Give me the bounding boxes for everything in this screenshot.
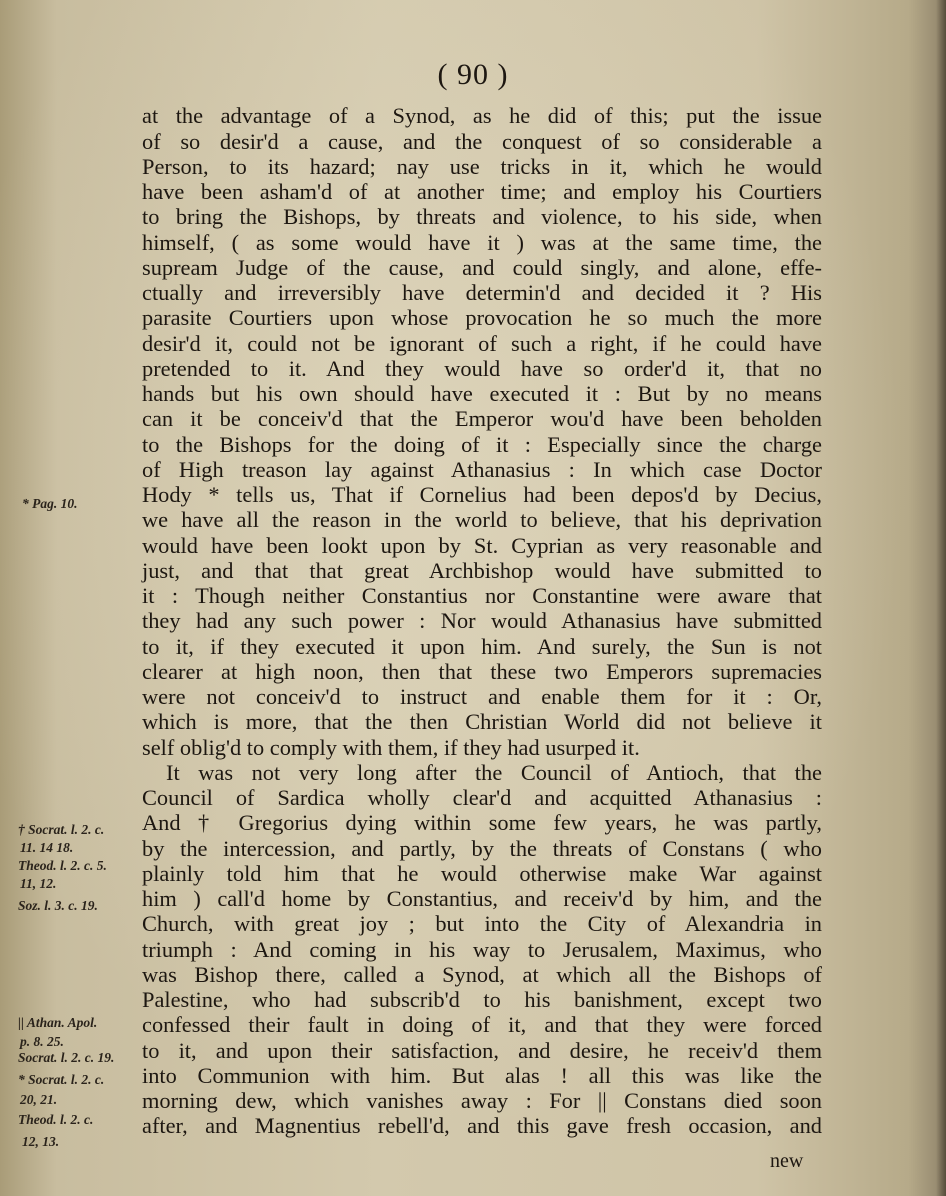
text-line: Council of Sardica wholly clear'd and acquitted Athanasius : xyxy=(142,785,822,810)
text-line: plainly told him that he would otherwise make War against xyxy=(142,861,822,886)
marginal-note: Theod. l. 2. c. xyxy=(18,1112,94,1127)
text-line: would have been lookt upon by St. Cyprian as very reasonable and xyxy=(142,533,822,558)
page-number: ( 90 ) xyxy=(437,58,509,91)
text-line: it : Though neither Constantius nor Constantine were aware that xyxy=(142,583,822,608)
text-line: Church, with great joy ; but into the City of Alexandria in xyxy=(142,911,822,936)
marginal-note: 11, 12. xyxy=(20,876,57,891)
text-line: parasite Courtiers upon whose provocation he so much the more xyxy=(142,305,822,330)
text-line: self oblig'd to comply with them, if they had usurped it. xyxy=(142,735,640,760)
text-line: And † Gregorius dying within some few years, he was partly, xyxy=(142,810,822,835)
text-line: supream Judge of the cause, and could singly, and alone, effe- xyxy=(142,255,822,280)
text-line: triumph : And coming in his way to Jerusalem, Maximus, who xyxy=(142,937,822,962)
text-line: him ) call'd home by Constantius, and receiv'd by him, and the xyxy=(142,886,822,911)
marginal-note: 11. 14 18. xyxy=(20,840,74,855)
marginal-note: Soz. l. 3. c. 19. xyxy=(18,898,98,913)
text-line: which is more, that the then Christian World did not believe it xyxy=(142,709,822,734)
text-line: to it, and upon their satisfaction, and desire, he receiv'd them xyxy=(142,1038,822,1063)
marginal-note: 20, 21. xyxy=(20,1092,58,1107)
text-line: of so desir'd a cause, and the conquest of so considerable a xyxy=(142,129,822,154)
text-line: at the advantage of a Synod, as he did of this; put the issue xyxy=(142,103,822,128)
marginal-note: * Pag. 10. xyxy=(22,496,78,511)
text-line: after, and Magnentius rebell'd, and this gave fresh occasion, and xyxy=(142,1113,822,1138)
text-line: ctually and irreversibly have determin'd and decided it ? His xyxy=(142,280,822,305)
text-line: into Communion with him. But alas ! all this was like the xyxy=(142,1063,822,1088)
text-line: Hody * tells us, That if Cornelius had been depos'd by Decius, xyxy=(142,482,822,507)
marginal-note: || Athan. Apol. xyxy=(18,1015,98,1030)
text-line: confessed their fault in doing of it, and that they were forced xyxy=(142,1012,822,1037)
text-line: by the intercession, and partly, by the threats of Constans ( who xyxy=(142,836,822,861)
text-line: morning dew, which vanishes away : For || Constans died soon xyxy=(142,1088,822,1113)
text-line: were not conceiv'd to instruct and enable them for it : Or, xyxy=(142,684,822,709)
marginal-note: Theod. l. 2. c. 5. xyxy=(18,858,107,873)
text-line: can it be conceiv'd that the Emperor wou'd have been beholden xyxy=(142,406,822,431)
text-line: they had any such power : Nor would Athanasius have submitted xyxy=(142,608,822,633)
marginal-note: † Socrat. l. 2. c. xyxy=(18,822,105,837)
text-line: have been asham'd of at another time; and employ his Courtiers xyxy=(142,179,822,204)
text-line: Palestine, who had subscrib'd to his banishment, except two xyxy=(142,987,822,1012)
text-line: of High treason lay against Athanasius : In which case Doctor xyxy=(142,457,822,482)
catchword: new xyxy=(770,1150,804,1172)
text-line: hands but his own should have executed it : But by no means xyxy=(142,381,822,406)
marginal-note: 12, 13. xyxy=(22,1134,60,1149)
text-line: It was not very long after the Council of Antioch, that the xyxy=(166,760,822,785)
text-line: clearer at high noon, then that these two Emperors supremacies xyxy=(142,659,822,684)
text-line: desir'd it, could not be ignorant of such a right, if he could have xyxy=(142,331,822,356)
marginal-note: Socrat. l. 2. c. 19. xyxy=(18,1050,115,1065)
text-line: to the Bishops for the doing of it : Especially since the charge xyxy=(142,432,822,457)
text-line: Person, to its hazard; nay use tricks in it, which he would xyxy=(142,154,822,179)
text-line: to bring the Bishops, by threats and violence, to his side, when xyxy=(142,204,822,229)
text-line: was Bishop there, called a Synod, at which all the Bishops of xyxy=(142,962,822,987)
text-line: to it, if they executed it upon him. And surely, the Sun is not xyxy=(142,634,822,659)
text-line: himself, ( as some would have it ) was at the same time, the xyxy=(142,230,822,255)
marginal-note: * Socrat. l. 2. c. xyxy=(18,1072,105,1087)
text-line: pretended to it. And they would have so order'd it, that no xyxy=(142,356,822,381)
marginal-note: p. 8. 25. xyxy=(20,1034,64,1049)
text-line: just, and that that great Archbishop would have submitted to xyxy=(142,558,822,583)
text-line: we have all the reason in the world to believe, that his deprivation xyxy=(142,507,822,532)
